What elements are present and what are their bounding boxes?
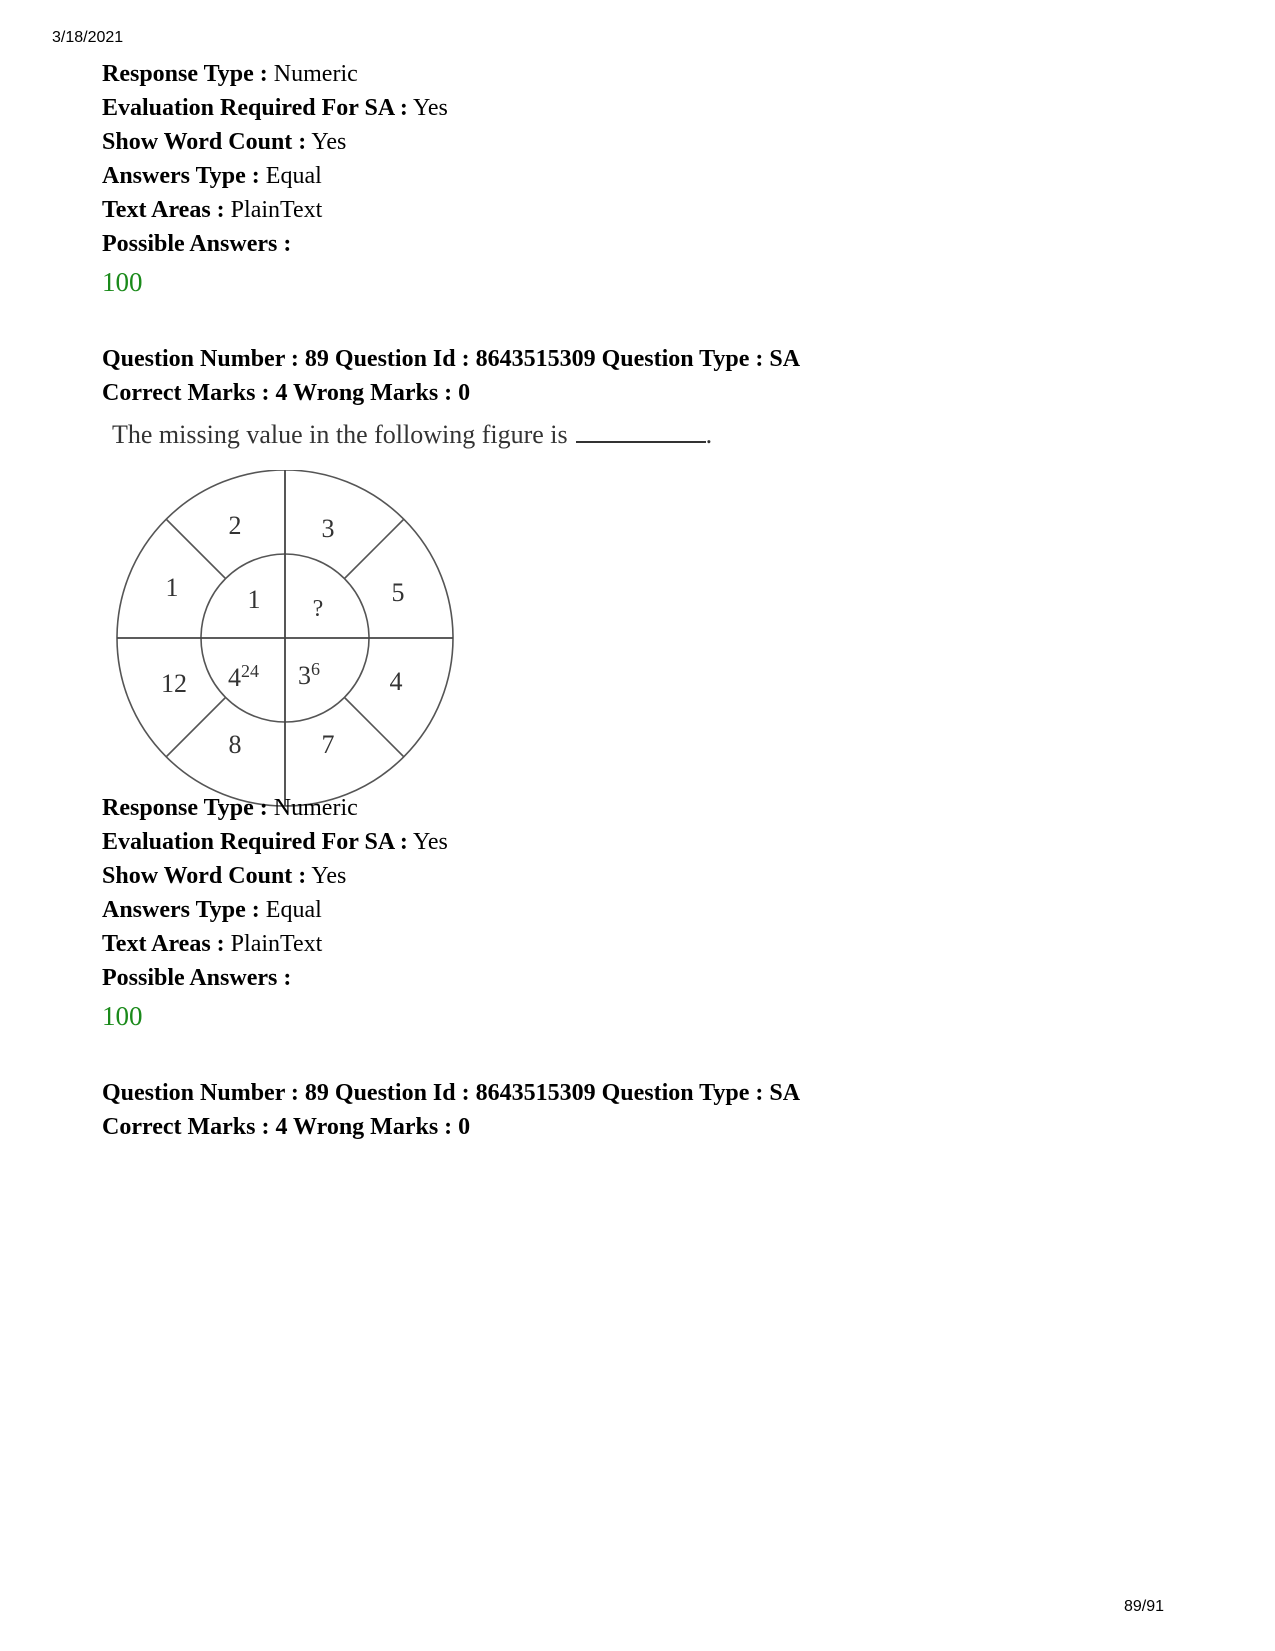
question-text (112, 420, 712, 450)
diagonal-divider (166, 519, 226, 579)
field-value: Yes (311, 129, 347, 155)
field-label: Possible Answers : (102, 965, 292, 991)
outer-number: 3 (321, 514, 335, 543)
word-count-row (102, 125, 448, 159)
question-meta: Question Number : 89 Question Id : 8643515309 Question Type : SA (102, 1080, 801, 1106)
response-type-row (102, 791, 448, 825)
field-label: Text Areas : (102, 197, 225, 223)
possible-answers-row (102, 227, 448, 261)
inner-number (228, 661, 259, 692)
power-exponent: 6 (311, 659, 320, 679)
question-header (102, 342, 800, 410)
field-value: Numeric (273, 61, 358, 87)
question-text-end: . (705, 420, 713, 449)
word-count-row (102, 859, 448, 893)
field-label: Answers Type : (102, 163, 260, 189)
outer-number: 4 (389, 667, 403, 696)
field-value: PlainText (230, 931, 323, 957)
outer-number: 1 (165, 573, 179, 602)
diagonal-divider (344, 697, 404, 757)
missing-value-mark: ? (312, 596, 324, 622)
field-label: Text Areas : (102, 931, 225, 957)
field-label: Response Type : (102, 61, 268, 87)
number-wheel-figure (110, 470, 460, 820)
inner-number: 1 (247, 585, 261, 614)
power-base: 4 (228, 663, 241, 692)
evaluation-row (102, 91, 448, 125)
outer-number: 7 (321, 730, 335, 759)
question-marks: Correct Marks : 4 Wrong Marks : 0 (102, 380, 471, 406)
question-header (102, 1076, 800, 1144)
field-label: Show Word Count : (102, 129, 307, 155)
field-value: Equal (265, 163, 322, 189)
answer-blank (576, 441, 706, 443)
question-text-body: The missing value in the following figure is (112, 420, 568, 449)
field-label: Possible Answers : (102, 231, 292, 257)
print-date: 3/18/2021 (52, 29, 124, 46)
field-value: PlainText (230, 197, 323, 223)
page-number: 89/91 (1123, 1598, 1164, 1615)
outer-number: 5 (391, 578, 405, 607)
field-label: Response Type : (102, 795, 268, 821)
power-exponent: 24 (241, 661, 259, 681)
field-label: Answers Type : (102, 897, 260, 923)
field-label: Show Word Count : (102, 863, 307, 889)
inner-number (298, 659, 320, 690)
response-type-row (102, 57, 448, 91)
outer-number: 8 (228, 730, 242, 759)
possible-answer-value: 100 (102, 1001, 143, 1031)
question-fields (102, 791, 448, 1035)
possible-answer-value: 100 (102, 267, 143, 297)
outer-number: 12 (161, 669, 187, 698)
question-meta: Question Number : 89 Question Id : 8643515309 Question Type : SA (102, 346, 801, 372)
answers-type-row (102, 893, 448, 927)
text-areas-row (102, 193, 448, 227)
field-value: Yes (412, 95, 448, 121)
evaluation-row (102, 825, 448, 859)
text-areas-row (102, 927, 448, 961)
question-marks: Correct Marks : 4 Wrong Marks : 0 (102, 1114, 471, 1140)
field-value: Numeric (273, 795, 358, 821)
possible-answers-row (102, 961, 448, 995)
diagonal-divider (344, 519, 404, 579)
field-label: Evaluation Required For SA : (102, 95, 408, 121)
field-value: Equal (265, 897, 322, 923)
field-value: Yes (412, 829, 448, 855)
diagonal-divider (166, 697, 226, 757)
field-value: Yes (311, 863, 347, 889)
answers-type-row (102, 159, 448, 193)
power-base: 3 (298, 661, 311, 690)
outer-number: 2 (228, 511, 242, 540)
previous-question-fields (102, 57, 448, 301)
field-label: Evaluation Required For SA : (102, 829, 408, 855)
